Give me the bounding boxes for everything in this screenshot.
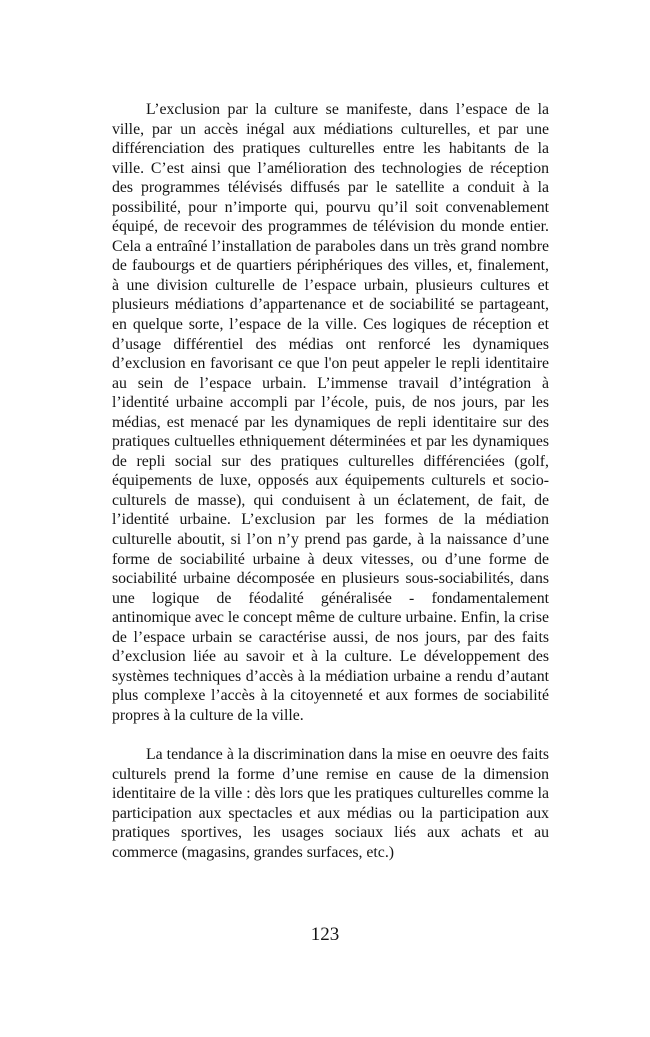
page-number: 123 [310, 924, 340, 945]
page-body [112, 100, 549, 862]
paragraph-1: L’exclusion par la culture se manifeste, dans l’espace de la ville, par un accès inégal aux médiations culturelles, et par une différenciation des pratiques culturelles entre les habitants de la ville. C’est ainsi que l’amélioration des technologies de réception des programmes télévisés diffusés par le satellite a conduit à la possibilité, pour n’importe qui, pourvu qu’il soit convenablement équipé, de recevoir des programmes de télévision du monde entier. Cela a entraîné l’installation de paraboles dans un très grand nombre de faubourgs et de quartiers périphériques des villes, et, finalement, à une division culturelle de l’espace urbain, plusieurs cultures et plusieurs médiations d’appartenance et de sociabilité se partageant, en quelque sorte, l’espace de la ville. Ces logiques de réception et d’usage différentiel des médias ont renforcé les dynamiques d’exclusion en favorisant ce que l'on peut appeler le repli identitaire au sein de l’espace urbain. L’immense travail d’intégration à l’identité urbaine accompli par l’école, puis, de nos jours, par les médias, est menacé par les dynamiques de repli identitaire sur des pratiques cultuelles ethniquement déterminées et par les dynamiques de repli social sur des pratiques culturelles différenciées (golf, équipements de luxe, opposés aux équipements culturels et socio-culturels de masse), qui conduisent à un éclatement, de fait, de l’identité urbaine. L’exclusion par les formes de la médiation culturelle aboutit, si l’on n’y prend pas garde, à la naissance d’une forme de sociabilité urbaine à deux vitesses, ou d’une forme de sociabilité urbaine décomposée en plusieurs sous-sociabilités, dans une logique de féodalité généralisée - fondamentalement antinomique avec le concept même de culture urbaine. Enfin, la crise de l’espace urbain se caractérise aussi, de nos jours, par des faits d’exclusion liée au savoir et à la culture. Le développement des systèmes techniques d’accès à la médiation urbaine a rendu d’autant plus complexe l’accès à la citoyenneté et aux formes de sociabilité propres à la culture de la ville. [112, 101, 549, 724]
paragraph-2: La tendance à la discrimination dans la mise en oeuvre des faits culturels prend la forme d’une remise en cause de la dimension identitaire de la ville : dès lors que les pratiques culturelles comme la participation aux spectacles et aux médias ou la participation aux pratiques sportives, les usages sociaux liés aux achats et au commerce (magasins, grandes surfaces, etc.) [112, 746, 549, 861]
